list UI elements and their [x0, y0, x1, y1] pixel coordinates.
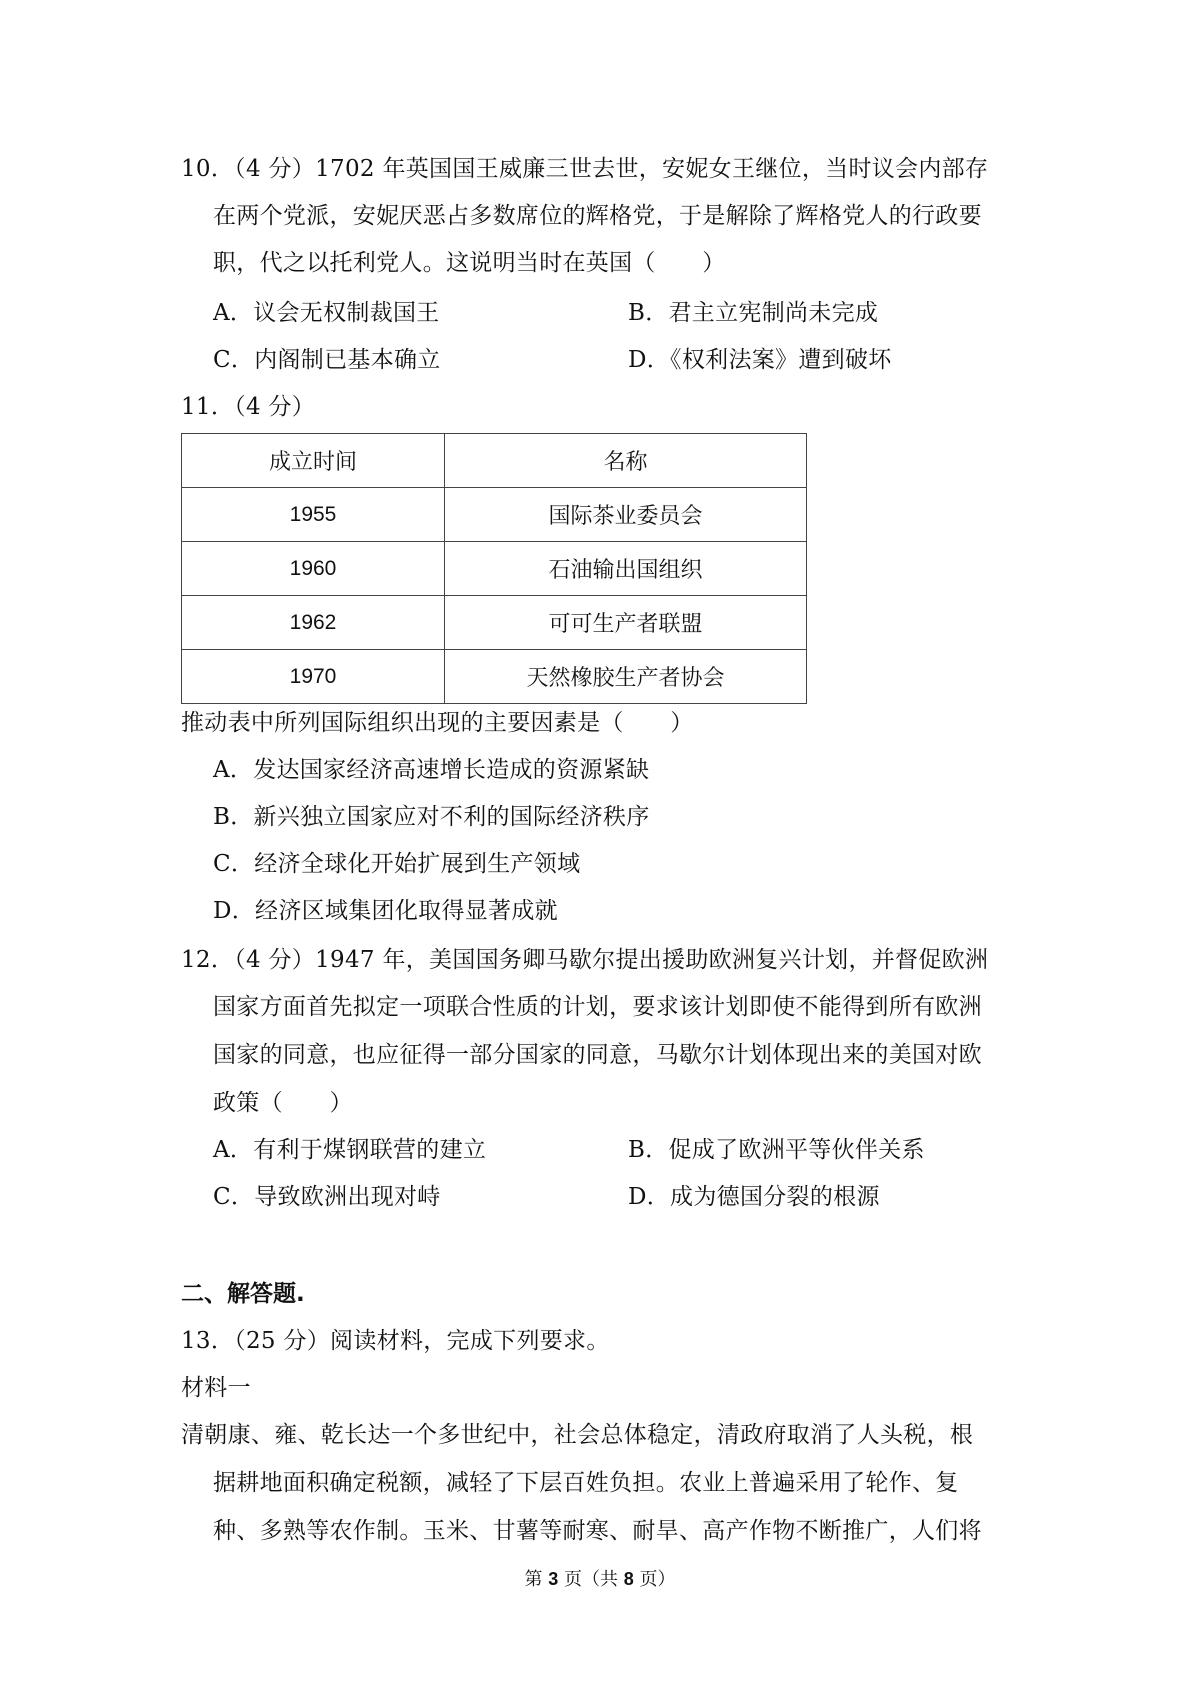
q12-line-2: 国家方面首先拟定一项联合性质的计划，要求该计划即使不能得到所有欧洲 [213, 994, 982, 1020]
footer-suffix: 页） [639, 1569, 676, 1590]
footer-page-number: 3 [548, 1569, 559, 1589]
section-title: 二、解答题. [181, 1281, 305, 1307]
q10-line-1: 10．（4 分）1702 年英国国王威廉三世去世，安妮女王继位，当时议会内部存 [181, 156, 989, 182]
column-header-founded: 成立时间 [182, 434, 445, 488]
footer-total-pages: 8 [623, 1569, 634, 1589]
table-cell-year: 1962 [182, 596, 445, 650]
q12-option-c: C．导致欧洲出现对峙 [213, 1184, 441, 1210]
q12-line-4: 政策（ ） [213, 1090, 353, 1116]
table-row [182, 596, 807, 650]
q12-option-a: A．有利于煤钢联营的建立 [213, 1137, 487, 1163]
material-para-1: 清朝康、雍、乾长达一个多世纪中，社会总体稳定，清政府取消了人头税，根 [181, 1422, 974, 1448]
table-cell-name: 石油输出国组织 [445, 542, 807, 596]
q11-option-c: C．经济全球化开始扩展到生产领域 [213, 851, 581, 877]
table-row [182, 542, 807, 596]
table-cell-name: 可可生产者联盟 [445, 596, 807, 650]
q11-stem: 推动表中所列国际组织出现的主要因素是（ ） [181, 710, 694, 736]
q13-line-1: 13．（25 分）阅读材料，完成下列要求。 [181, 1328, 610, 1354]
table-cell-year: 1960 [182, 542, 445, 596]
footer-prefix: 第 [524, 1569, 543, 1590]
page-footer [0, 1567, 1200, 1592]
table-row [182, 650, 807, 704]
q12-line-3: 国家的同意，也应征得一部分国家的同意，马歇尔计划体现出来的美国对欧 [213, 1042, 982, 1068]
q10-option-d: D．《权利法案》遭到破坏 [628, 347, 892, 373]
q10-option-a: A．议会无权制裁国王 [213, 300, 440, 326]
table-header-row [182, 434, 807, 488]
table-cell-name: 国际茶业委员会 [445, 488, 807, 542]
table-row [182, 488, 807, 542]
q11-header: 11．（4 分） [181, 394, 316, 420]
material-label: 材料一 [181, 1375, 251, 1401]
table-cell-name: 天然橡胶生产者协会 [445, 650, 807, 704]
q10-line-2: 在两个党派，安妮厌恶占多数席位的辉格党，于是解除了辉格党人的行政要 [213, 203, 982, 229]
column-header-name: 名称 [445, 434, 807, 488]
q12-option-d: D．成为德国分裂的根源 [628, 1184, 880, 1210]
table-cell-year: 1970 [182, 650, 445, 704]
q10-option-c: C．内阁制已基本确立 [213, 347, 441, 373]
table-cell-year: 1955 [182, 488, 445, 542]
q11-option-d: D．经济区域集团化取得显著成就 [213, 898, 558, 924]
footer-middle: 页（共 [564, 1569, 618, 1590]
material-para-3: 种、多熟等农作制。玉米、甘薯等耐寒、耐旱、高产作物不断推广，人们将 [213, 1518, 982, 1544]
q10-option-b: B．君主立宪制尚未完成 [628, 300, 879, 326]
q11-option-b: B．新兴独立国家应对不利的国际经济秩序 [213, 804, 650, 830]
q10-line-3: 职，代之以托利党人。这说明当时在英国（ ） [213, 250, 726, 276]
material-para-2: 据耕地面积确定税额，减轻了下层百姓负担。农业上普遍采用了轮作、复 [213, 1470, 959, 1496]
q12-line-1: 12．（4 分）1947 年，美国国务卿马歇尔提出援助欧洲复兴计划，并督促欧洲 [181, 947, 989, 973]
organization-table [181, 433, 807, 704]
q11-option-a: A．发达国家经济高速增长造成的资源紧缺 [213, 757, 650, 783]
q12-option-b: B．促成了欧洲平等伙伴关系 [628, 1137, 925, 1163]
